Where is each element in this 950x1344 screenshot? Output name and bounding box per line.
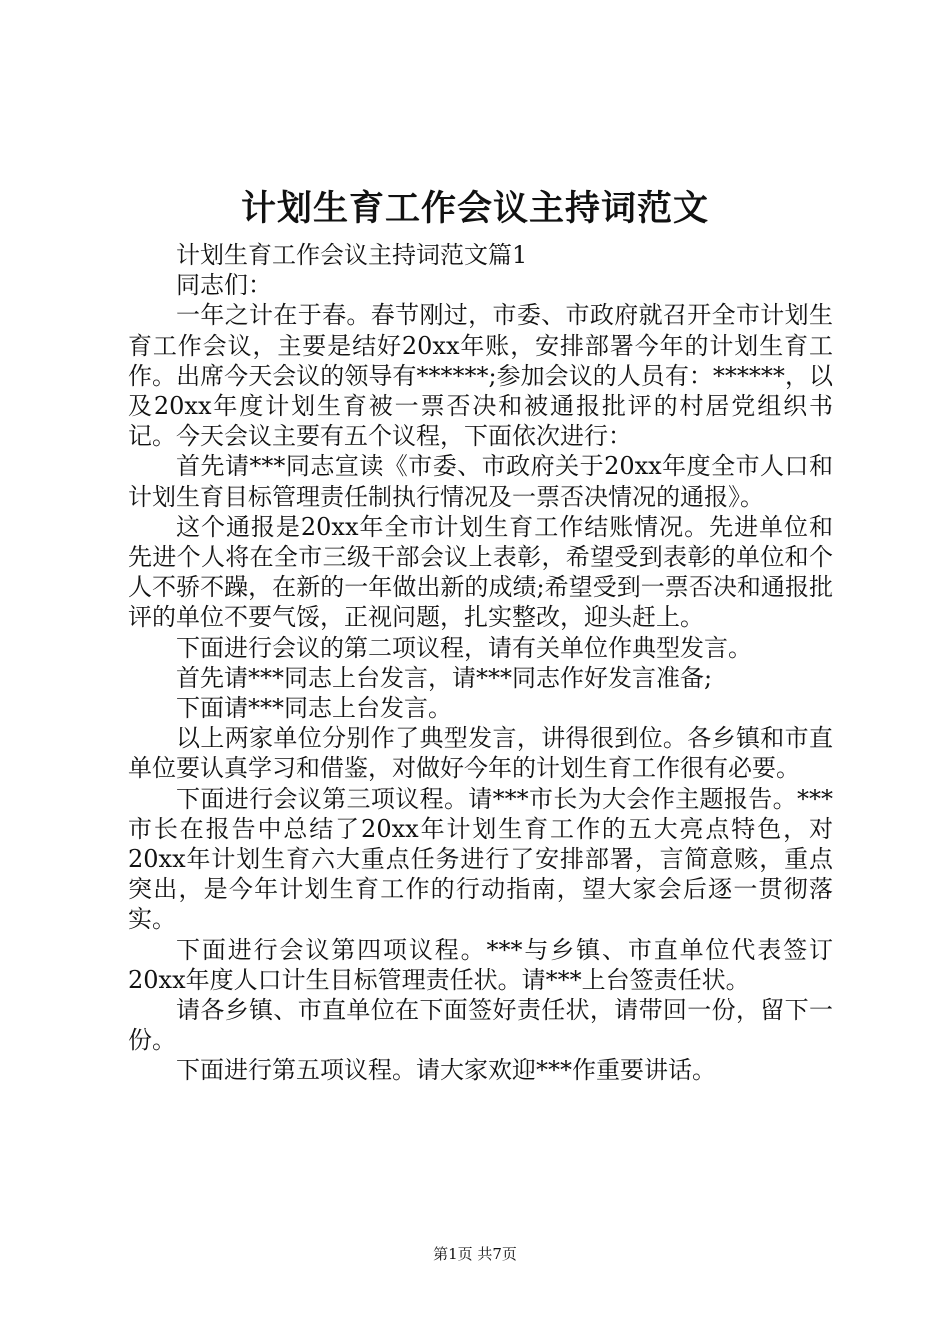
paragraph: 同志们： (176, 271, 272, 300)
paragraph: 下面进行会议第三项议程。请***市长为大会作主题报告。***市长在报告中总结了20xx年计划生育工作的五大亮点特色，对20xx年计划生育六大重点任务进行了安排部署，言简意赅，重点突出，是今年计划生育工作的行动指南，望大家会后逐一贯彻落实。 (128, 784, 833, 934)
paragraph: 一年之计在于春。春节刚过，市委、市政府就召开全市计划生育工作会议，主要是结好20xx年账，安排部署今年的计划生育工作。出席今天会议的领导有******;参加会议的人员有：******，以及20xx年度计划生育被一票否决和被通报批评的村居党组织书记。今天会议主要有五个议程，下面依次进行： (128, 301, 833, 451)
paragraph: 下面进行会议第四项议程。***与乡镇、市直单位代表签订20xx年度人口计生目标管理责任状。请***上台签责任状。 (128, 935, 833, 994)
document-title: 计划生育工作会议主持词范文 (240, 188, 709, 229)
paragraph: 首先请***同志宣读《市委、市政府关于20xx年度全市人口和计划生育目标管理责任制执行情况及一票否决情况的通报》。 (128, 452, 833, 511)
page-number-footer: 第1页 共7页 (433, 1245, 517, 1263)
paragraph: 首先请***同志上台发言，请***同志作好发言准备; (176, 663, 713, 692)
paragraph: 下面进行会议的第二项议程，请有关单位作典型发言。 (176, 633, 752, 662)
paragraph: 以上两家单位分别作了典型发言，讲得很到位。各乡镇和市直单位要认真学习和借鉴，对做好今年的计划生育工作很有必要。 (128, 724, 833, 783)
paragraph: 这个通报是20xx年全市计划生育工作结账情况。先进单位和先进个人将在全市三级干部会议上表彰，希望受到表彰的单位和个人不骄不躁，在新的一年做出新的成绩;希望受到一票否决和通报批评的单位不要气馁，正视问题，扎实整改，迎头赶上。 (128, 512, 833, 632)
paragraph: 下面进行第五项议程。请大家欢迎***作重要讲话。 (176, 1056, 716, 1085)
paragraph: 计划生育工作会议主持词范文篇1 (176, 241, 528, 269)
paragraph: 下面请***同志上台发言。 (176, 694, 452, 723)
document-body (128, 240, 833, 1086)
paragraph: 请各乡镇、市直单位在下面签好责任状，请带回一份，留下一份。 (128, 996, 833, 1055)
